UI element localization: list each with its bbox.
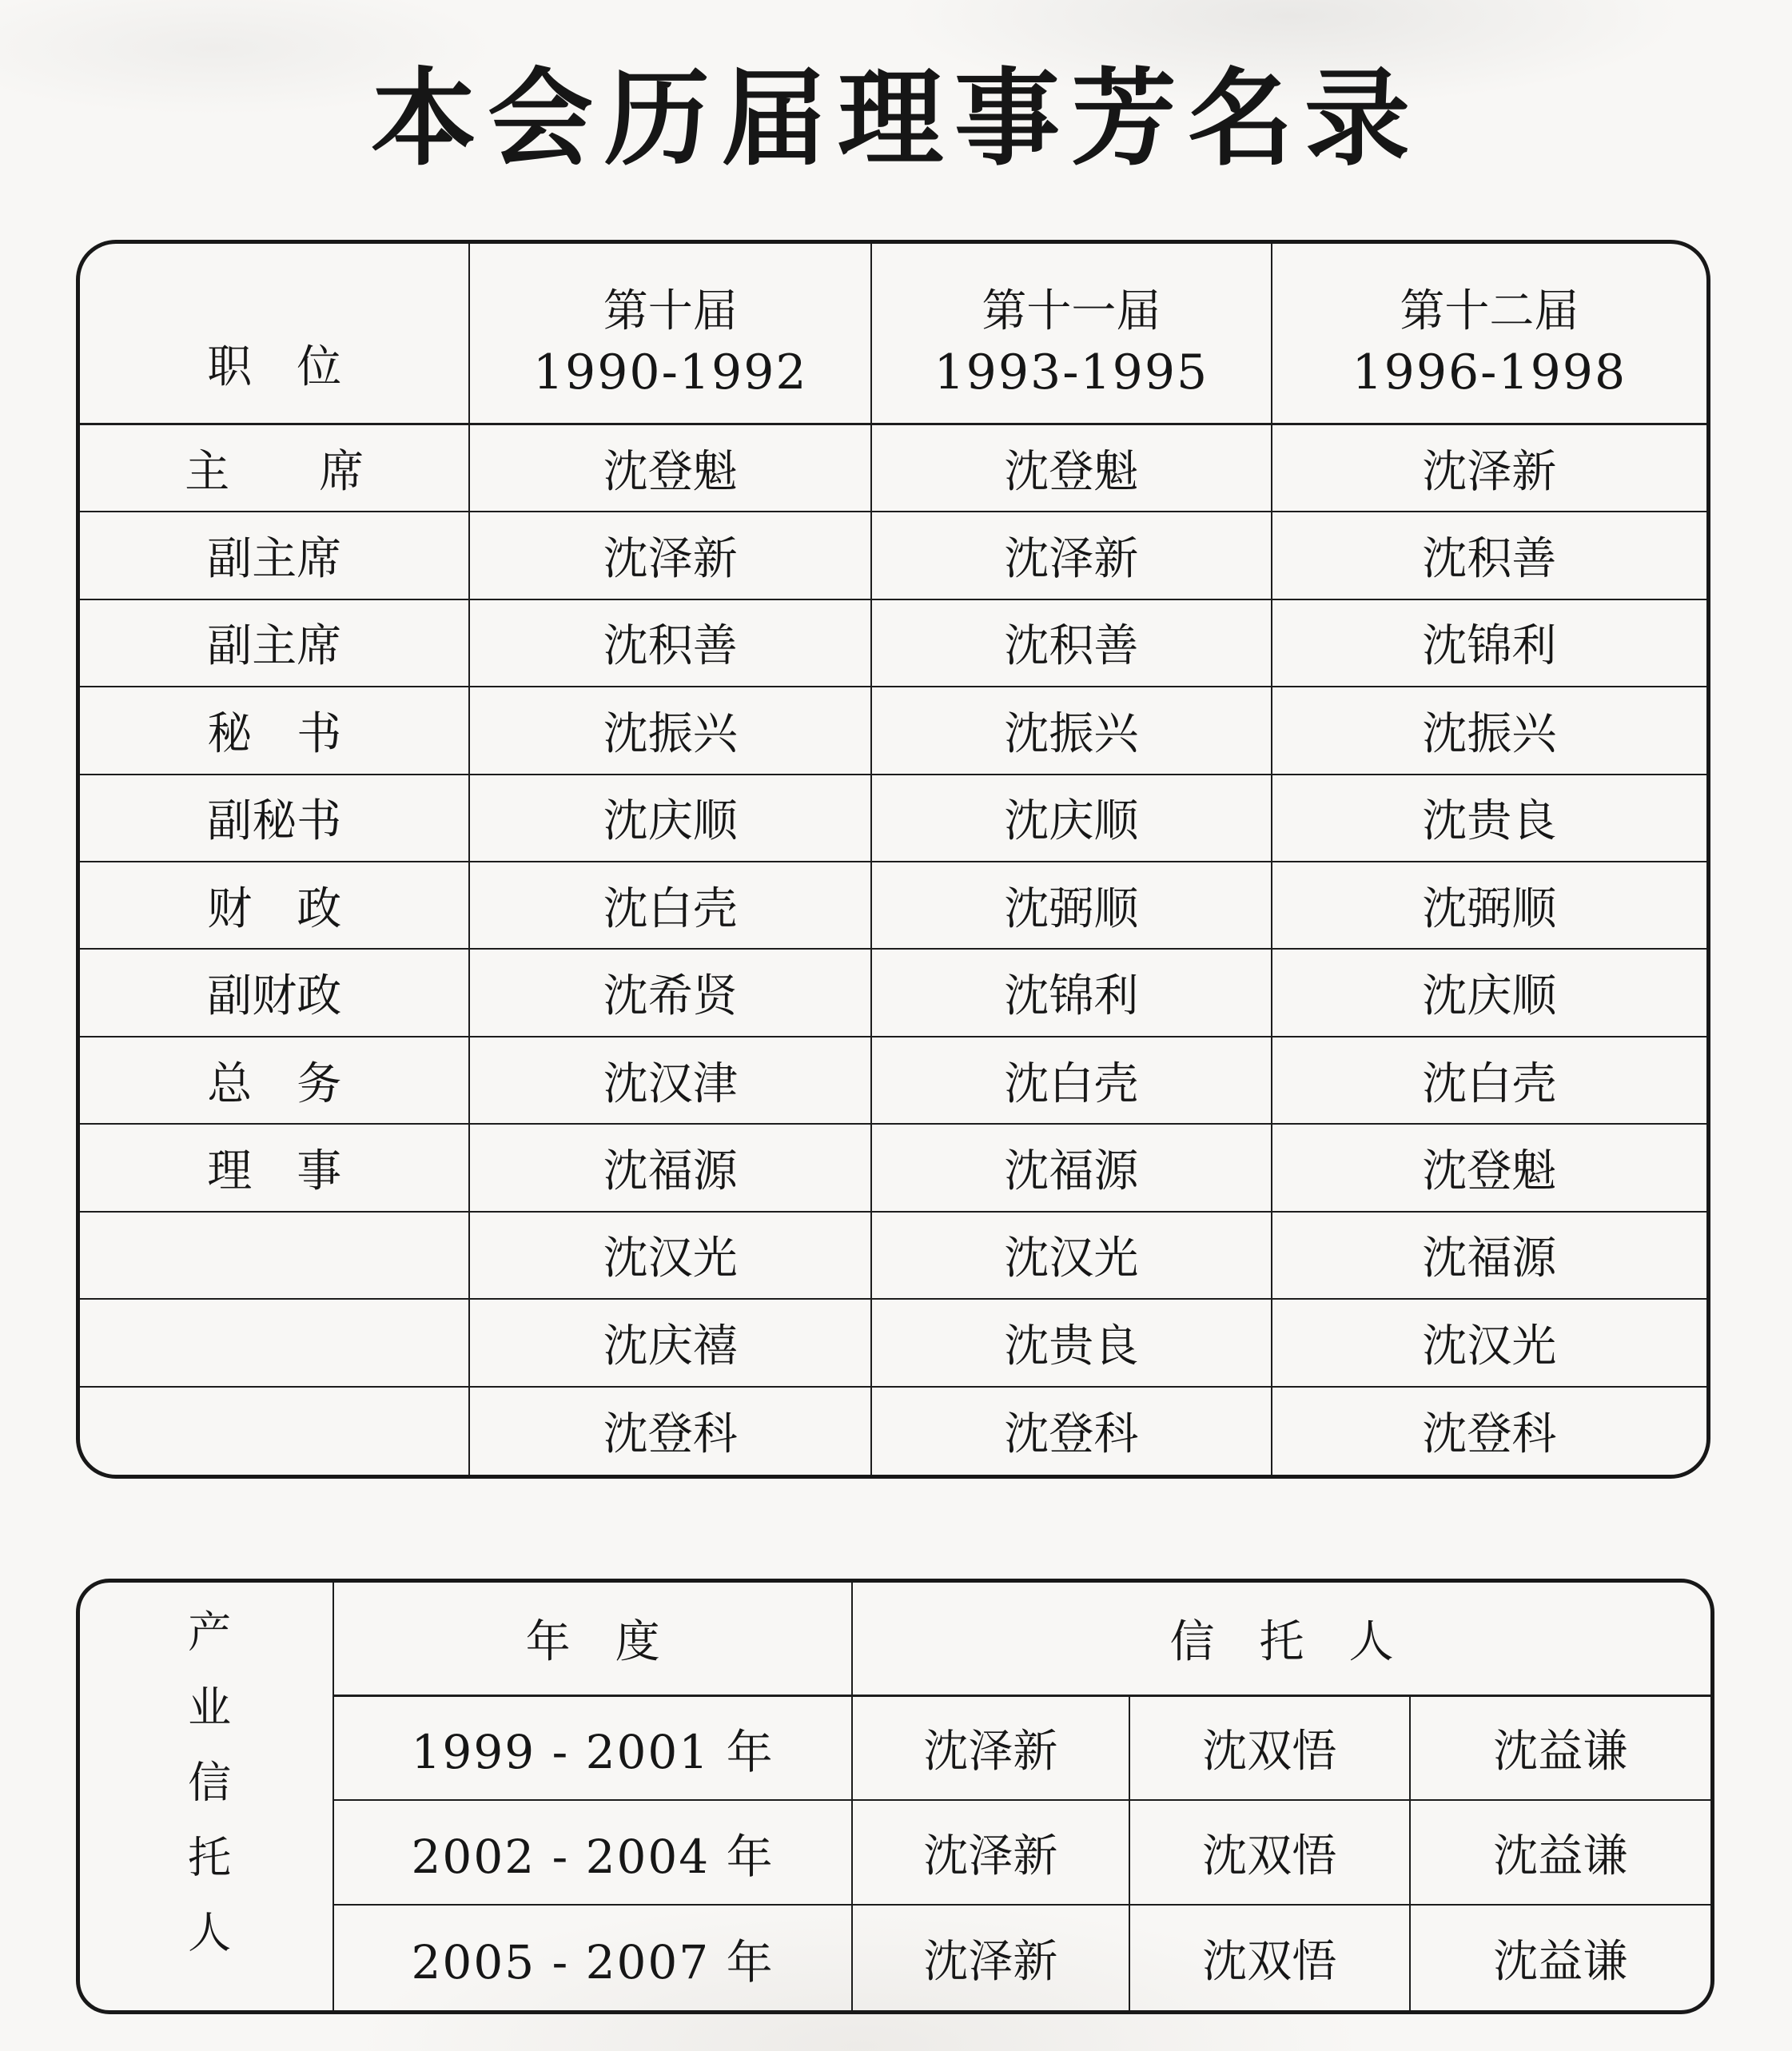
member-cell: 沈贵良 — [872, 1300, 1272, 1387]
column-header-year: 年 度 — [334, 1583, 853, 1697]
member-cell: 沈登魁 — [1272, 1125, 1706, 1212]
member-cell: 沈汉光 — [470, 1213, 872, 1300]
member-cell: 沈希贤 — [470, 950, 872, 1037]
period-cell: 1999 - 2001 年 — [334, 1697, 853, 1802]
member-cell: 沈泽新 — [470, 512, 872, 599]
column-header-trustees: 信 托 人 — [853, 1583, 1710, 1697]
member-cell: 沈登魁 — [872, 425, 1272, 512]
member-cell: 沈泽新 — [872, 512, 1272, 599]
board-members-table — [76, 240, 1710, 1479]
position-cell: 副财政 — [80, 950, 470, 1037]
member-cell: 沈汉光 — [872, 1213, 1272, 1300]
member-cell: 沈福源 — [470, 1125, 872, 1212]
trustee-cell: 沈泽新 — [853, 1801, 1130, 1906]
position-cell: 秘 书 — [80, 687, 470, 775]
column-header-term-10 — [470, 244, 872, 425]
position-cell — [80, 1300, 470, 1387]
column-header-term-12 — [1272, 244, 1706, 425]
member-cell: 沈振兴 — [872, 687, 1272, 775]
member-cell: 沈福源 — [872, 1125, 1272, 1212]
trustee-cell: 沈益谦 — [1411, 1801, 1710, 1906]
period-cell: 2002 - 2004 年 — [334, 1801, 853, 1906]
member-cell: 沈登科 — [1422, 1408, 1557, 1461]
member-cell: 沈振兴 — [470, 687, 872, 775]
term-years: 1990-1992 — [532, 344, 808, 400]
column-header-term-11 — [872, 244, 1272, 425]
trustee-cell: 沈泽新 — [853, 1906, 1130, 2010]
position-cell: 总 务 — [80, 1037, 470, 1125]
member-cell: 沈庆顺 — [1272, 950, 1706, 1037]
member-cell: 沈庆顺 — [470, 775, 872, 862]
member-cell: 沈登科 — [872, 1388, 1272, 1475]
trustee-cell: 沈双悟 — [1130, 1697, 1411, 1802]
member-cell: 沈庆禧 — [470, 1300, 872, 1387]
member-cell: 沈泽新 — [1272, 425, 1706, 512]
member-cell: 沈白壳 — [470, 862, 872, 950]
member-cell: 沈振兴 — [1272, 687, 1706, 775]
member-cell: 沈弼顺 — [872, 862, 1272, 950]
position-cell — [80, 1388, 470, 1475]
position-cell: 理 事 — [80, 1125, 470, 1212]
member-cell: 沈汉津 — [470, 1037, 872, 1125]
position-cell: 副主席 — [80, 512, 470, 599]
page-title: 本会历届理事芳名录 — [371, 57, 1421, 181]
term-years: 1996-1998 — [1352, 344, 1627, 400]
member-cell: 沈积善 — [1272, 512, 1706, 599]
term-name: 第十届 — [603, 285, 738, 337]
member-cell: 沈庆顺 — [872, 775, 1272, 862]
term-years: 1993-1995 — [934, 344, 1209, 400]
member-cell: 沈弼顺 — [1272, 862, 1706, 950]
member-cell: 沈登科 — [470, 1388, 872, 1475]
member-cell: 沈白壳 — [1272, 1037, 1706, 1125]
position-cell: 副秘书 — [80, 775, 470, 862]
position-cell — [80, 1213, 470, 1300]
member-cell: 沈福源 — [1272, 1213, 1706, 1300]
period-cell: 2005 - 2007 年 — [334, 1906, 853, 2010]
member-cell: 沈锦利 — [1272, 600, 1706, 687]
member-cell: 沈积善 — [470, 600, 872, 687]
member-cell: 沈锦利 — [872, 950, 1272, 1037]
trustee-cell: 沈双悟 — [1130, 1906, 1411, 2010]
member-cell: 沈贵良 — [1272, 775, 1706, 862]
position-cell: 主 席 — [80, 425, 470, 512]
member-cell: 沈白壳 — [872, 1037, 1272, 1125]
trust-table-side-label: 产业信托人 — [80, 1583, 334, 2010]
member-cell: 沈汉光 — [1272, 1300, 1706, 1387]
trustee-cell: 沈泽新 — [853, 1697, 1130, 1802]
term-name: 第十二届 — [1400, 285, 1579, 337]
trustee-cell: 沈益谦 — [1493, 1935, 1628, 1988]
member-cell: 沈积善 — [872, 600, 1272, 687]
trustee-cell: 沈益谦 — [1411, 1697, 1710, 1802]
column-header-position: 职 位 — [80, 244, 470, 425]
property-trustees-table — [76, 1579, 1714, 2014]
member-cell: 沈登魁 — [470, 425, 872, 512]
position-cell: 副主席 — [80, 600, 470, 687]
term-name: 第十一届 — [982, 285, 1161, 337]
trustee-cell: 沈双悟 — [1130, 1801, 1411, 1906]
position-cell: 财 政 — [80, 862, 470, 950]
